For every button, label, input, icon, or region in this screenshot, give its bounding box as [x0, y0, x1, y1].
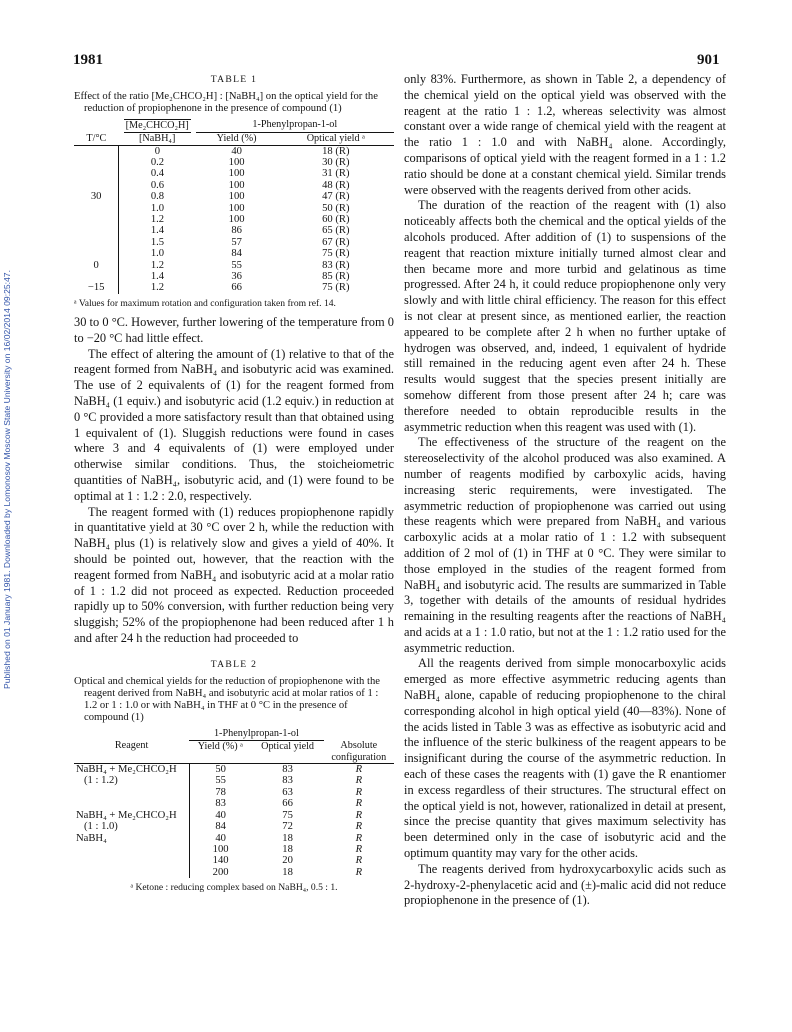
- table-1-cell-ratio: 1.0: [119, 203, 196, 214]
- table-2-product-header: 1-Phenylpropan-1-ol: [189, 728, 323, 740]
- table-1-grid: [74, 119, 394, 294]
- table-1-cell-optical: 47 (R): [322, 191, 350, 203]
- table-1-product-header: 1-Phenylpropan-1-ol: [196, 119, 394, 132]
- table-row: [74, 168, 394, 179]
- table-row: [74, 260, 394, 271]
- table-2-footnote: ᵃ Ketone : reducing complex based on NaBH₄, 0.5 : 1.: [130, 882, 338, 894]
- table-row: [74, 798, 394, 809]
- body-paragraph: only 83%. Furthermore, as shown in Table 2, a dependency of the chemical yield on the optical yield was observed with the reagent at the ratio 1 : 1.2, whereas selectivity was almost constant over a wide range of chemical yield with the reagent at the ratio 1 : 1.0 and with NaBH₄ alone. Accordingly, comparisons of optical yield with the reagent formed in a 1 : 1.2 ratio should be done at a constant chemical yield. Similar trends were observed with the reagents derived from other acids.: [404, 72, 726, 197]
- left-column: [74, 72, 394, 899]
- table-1-cell-optical: 67 (R): [322, 236, 350, 248]
- table-2-cell-yield: 50: [189, 764, 251, 776]
- table-1-yield-header: Yield (%): [196, 133, 278, 145]
- table-1-cell-t: [74, 214, 119, 225]
- table-row: [74, 833, 394, 844]
- table-1-cell-t: [74, 248, 119, 259]
- page-number: 901: [697, 52, 720, 68]
- table-row: [74, 145, 394, 157]
- body-paragraph: The effect of altering the amount of (1) relative to that of the reagent formed from NaBH₄ and isobutyric acid was examined. The use of 2 equivalents of (1) for the reagent formed from NaBH₄ (1 equiv.) and isobutyric acid (1.2 equiv.) in reduction at 0 °C provided a more satisfactory result than that obtained using 1 equivalent of (1). Sluggish reductions were found in cases where 3 and 4 equivalents of (1) were employed under otherwise similar conditions. Thus, the stoicheiometric quantities of NaBH₄, isobutyric acid, and (1) were found to be optimal at 1 : 1.2 : 2.0, respectively.: [74, 346, 394, 503]
- table-row: [74, 180, 394, 191]
- table-1-cell-ratio: 1.4: [119, 225, 196, 236]
- table-2-cell-optical: 63: [282, 786, 293, 798]
- table-2-cell-optical: 18: [282, 843, 293, 855]
- table-1-cell-yield: 40: [231, 145, 242, 157]
- table-2-reagent-blank: [74, 787, 189, 798]
- table-2-cell-optical: 72: [282, 821, 293, 833]
- table-2-cell-optical: 18: [282, 866, 293, 878]
- table-2-reagent-ratio: (1 : 1.0): [84, 821, 118, 833]
- table-1-cell-t: 30: [90, 191, 102, 203]
- table-row: [74, 248, 394, 259]
- table-2-cell-yield: 84: [189, 821, 251, 832]
- table-1-cell-optical: 50 (R): [322, 202, 350, 214]
- table-2-cell-optical: 20: [282, 855, 293, 867]
- body-paragraph: The duration of the reaction of the reagent with (1) also noticeably affects both the chemical and the optical yields of the alcohols produced. After addition of (1) to suspensions of the reagent that reaction mixture initially turned almost clear and then became more and more turbid and gelatinous as time progressed. After 24 h, it could reduce propiophenone only very slowly and with little chiral efficiency. The reason for this effect is not clear at present since, as mentioned earlier, the reaction appeared to be complete after 2 h when no further uptake of hydrogen was observed, and, indeed, 1 equivalent of hydride still remained in the reducing agent even after 24 h. These results would suggest that the species present initially are somehow different from those present after 24 h; care was therefore needed to obtain reproducible results in the asymmetric reduction when this reagent was used with (1).: [404, 198, 726, 434]
- table-2-reagent-ratio: (1 : 1.2): [84, 775, 118, 787]
- table-row: [74, 787, 394, 798]
- table-1-cell-ratio: 1.2: [119, 214, 196, 225]
- table-1-cell-optical: 75 (R): [322, 282, 350, 294]
- table-1-cell-ratio: 0.2: [119, 157, 196, 168]
- table-row: [74, 191, 394, 202]
- table-1-cell-ratio: 0.8: [119, 191, 196, 202]
- table-2-reagent: NaBH₄ + Me₂CHCO₂H: [76, 764, 177, 776]
- table-row: [74, 271, 394, 282]
- table-2-cell-yield: 40: [189, 810, 251, 821]
- table-2-reagent-blank: [74, 844, 189, 855]
- table-1-cell-ratio: 0: [119, 145, 196, 157]
- table-1-ratio-numerator: [Me₂CHCO₂H]: [125, 120, 189, 132]
- table-2-cell-optical: 83: [282, 775, 293, 787]
- table-2-cell-yield: 100: [189, 844, 251, 855]
- table-1-cell-yield: 100: [228, 213, 245, 225]
- table-2-cell-yield: 78: [189, 787, 251, 798]
- table-2-optical-header: Optical yield: [252, 740, 324, 763]
- table-2-cell-config: R: [355, 809, 363, 821]
- table-2-cell-config: R: [355, 764, 363, 776]
- table-1-cell-t: [74, 157, 119, 168]
- table-row: [74, 237, 394, 248]
- table-2-cell-optical: 75: [282, 809, 293, 821]
- table-2-cell-config: R: [355, 775, 363, 787]
- table-1-cell-ratio: 0.6: [119, 180, 196, 191]
- table-2-config-header: Absolute configuration: [324, 740, 394, 763]
- table-1-cell-optical: 83 (R): [322, 259, 350, 271]
- table-1-cell-t: [74, 180, 119, 191]
- table-2-cell-config: R: [355, 855, 363, 867]
- table-1-title: TABLE 1: [210, 74, 258, 85]
- body-paragraph: 30 to 0 °C. However, further lowering of the temperature from 0 to −20 °C had little effect.: [74, 315, 394, 345]
- table-2-cell-config: R: [355, 786, 363, 798]
- table-2-reagent-blank: [74, 867, 189, 878]
- table-1-cell-t: [74, 203, 119, 214]
- table-1-cell-optical: 85 (R): [322, 270, 350, 282]
- table-1-cell-optical: 65 (R): [322, 225, 350, 237]
- table-1-cell-yield: 100: [228, 191, 245, 203]
- table-2-reagent-blank: [74, 798, 189, 809]
- table-row: [74, 844, 394, 855]
- table-2-grid: [74, 728, 394, 878]
- table-row: [74, 764, 394, 776]
- table-1-cell-ratio: 1.2: [119, 282, 196, 293]
- body-paragraph: The effectiveness of the structure of the reagent on the stereoselectivity of the alcohol produced was also examined. A number of reagents modified by carboxylic acids, having increasing steric requirements, were investigated. The asymmetric reduction of propiophenone was carried out using these reagents which were prepared from NaBH₄ and various carboxylic acids at a molar ratio of 1 : 1.2 with subsequent addition of 2 mol of (1) in THF at 0 °C. They were similar to those employed in the studies of the reagent formed from NaBH₄ and isobutyric acid. The results are summarized in Table 3, together with details of the amounts of residual hydrides remaining in the resulting reagents after the reactions of NaBH₄ and acids at a 1 : 1.0 ratio, but not at the 1 : 1.2 ratio used for the asymmetric reduction.: [404, 435, 726, 655]
- table-1-cell-yield: 100: [228, 179, 245, 191]
- table-2-cell-yield: 55: [189, 775, 251, 786]
- body-paragraph: The reagents derived from hydroxycarboxylic acids such as 2-hydroxy-2-phenylacetic acid and (±)-malic acid did not reduce propiophenone in the presence of (1).: [404, 861, 726, 908]
- table-1-cell-yield: 100: [228, 202, 245, 214]
- table-1-cell-yield: 66: [231, 282, 242, 294]
- table-1-cell-ratio: 1.5: [119, 237, 196, 248]
- table-row: [74, 214, 394, 225]
- table-row: [74, 775, 394, 786]
- table-1: [74, 72, 394, 309]
- table-1-cell-yield: 84: [231, 248, 242, 260]
- table-1-cell-ratio: 1.4: [119, 271, 196, 282]
- table-row: [74, 867, 394, 878]
- table-2: [74, 657, 394, 894]
- table-1-optical-header: Optical yield ᵃ: [278, 133, 394, 145]
- table-1-cell-yield: 36: [231, 270, 242, 282]
- table-2-title: TABLE 2: [210, 658, 258, 670]
- table-1-cell-yield: 100: [228, 168, 245, 180]
- table-2-cell-optical: 66: [282, 798, 293, 810]
- table-2-cell-yield: 40: [189, 833, 251, 844]
- table-row: [74, 225, 394, 236]
- table-1-cell-yield: 100: [228, 156, 245, 168]
- table-1-cell-ratio: 1.0: [119, 248, 196, 259]
- table-row: [74, 282, 394, 293]
- table-1-cell-t: [74, 225, 119, 236]
- body-paragraph: All the reagents derived from simple monocarboxylic acids emerged as more effective asymmetric reducing agents than NaBH₄ alone, capable of reducing propiophenone to the chiral corresponding alcohol in high optical yield (40—83%). None of the acids listed in Table 3 was as effective as isobutyric acid and the influence of the steric bulkiness of the reagent appears to be insignificant during the course of the asymmetric reduction. In each of these cases the reagents with (1) gave the R enantiomer in excess regardless of their structures. The structural effect on the optical yield is not, however, rationalized in detail at present, since the precise quantity that gives maximum selectivity has been determined only in the case of isobutyric acid and the optimum quantity may vary for the other acids.: [404, 656, 726, 861]
- table-2-cell-config: R: [355, 798, 363, 810]
- table-1-cell-optical: 30 (R): [322, 156, 350, 168]
- table-2-reagent: NaBH₄: [76, 832, 107, 844]
- table-1-cell-t: 0: [93, 259, 99, 271]
- table-2-cell-config: R: [355, 843, 363, 855]
- table-2-reagent: NaBH₄ + Me₂CHCO₂H: [76, 809, 177, 821]
- table-1-cell-optical: 31 (R): [322, 168, 350, 180]
- table-1-cell-optical: 60 (R): [322, 213, 350, 225]
- table-1-cell-t: [74, 145, 119, 157]
- table-row: [74, 203, 394, 214]
- table-1-footnote: ᵃ Values for maximum rotation and configuration taken from ref. 14.: [74, 297, 336, 309]
- table-2-cell-optical: 83: [282, 764, 293, 776]
- table-1-ratio-denominator: [NaBH₄]: [139, 132, 176, 144]
- table-row: [74, 810, 394, 821]
- table-1-caption: Effect of the ratio [Me₂CHCO₂H] : [NaBH₄] on the optical yield for the reduction of propiophenone in the presence of compound (1): [74, 90, 378, 114]
- table-1-cell-optical: 48 (R): [322, 179, 350, 191]
- table-2-cell-config: R: [355, 832, 363, 844]
- table-row: [74, 821, 394, 832]
- table-2-cell-yield: 140: [189, 855, 251, 866]
- table-2-cell-config: R: [355, 866, 363, 878]
- table-2-cell-optical: 18: [282, 832, 293, 844]
- table-1-cell-ratio: 0.4: [119, 168, 196, 179]
- table-1-cell-ratio: 1.2: [119, 260, 196, 271]
- table-2-cell-yield: 200: [189, 867, 251, 878]
- table-2-yield-header: Yield (%) ᵃ: [189, 740, 251, 763]
- body-paragraph: The reagent formed with (1) reduces propiophenone rapidly in quantitative yield at 30 °C over 2 h, while the reduction with NaBH₄ plus (1) is relatively slow and gives a yield of 40%. It should be pointed out, however, that the reaction with the reagent formed from NaBH₄ and isobutyric acid at a molar ratio of 1 : 1.2 did not proceed as expected. Reduction proceeded rapidly up to 50% conversion, with further reduction being very sluggish; 52% of the propiophenone had been reduced after 1 h and after 24 h the reduction had proceeded to: [74, 504, 394, 645]
- table-1-cell-yield: 57: [231, 236, 242, 248]
- table-1-temp-header: T/°C: [74, 133, 119, 145]
- table-1-cell-t: −15: [87, 282, 105, 294]
- table-1-cell-t: [74, 168, 119, 179]
- right-column: [404, 72, 726, 909]
- table-2-reagent-header: Reagent: [74, 740, 189, 763]
- table-2-cell-yield: 83: [189, 798, 251, 809]
- page-year: 1981: [73, 52, 103, 68]
- table-row: [74, 855, 394, 866]
- table-1-cell-optical: 18 (R): [322, 145, 350, 157]
- table-1-cell-yield: 55: [231, 259, 242, 271]
- table-2-caption: Optical and chemical yields for the reduction of propiophenone with the reagent derived from NaBH₄ and isobutyric acid at molar ratios of 1 : 1.2 or 1 : 1.0 or with NaBH₄ in THF at 0 °C in the presence of compound (1): [74, 675, 380, 724]
- table-1-cell-yield: 86: [231, 225, 242, 237]
- table-1-cell-t: [74, 237, 119, 248]
- table-2-cell-config: R: [355, 821, 363, 833]
- table-2-reagent-blank: [74, 855, 189, 866]
- table-1-cell-t: [74, 271, 119, 282]
- download-notice-sidebar: Published on 01 January 1981. Downloaded by Lomonosov Moscow State University on 16/02/2014 09:25:47.: [2, 270, 12, 690]
- table-row: [74, 157, 394, 168]
- table-1-cell-optical: 75 (R): [322, 248, 350, 260]
